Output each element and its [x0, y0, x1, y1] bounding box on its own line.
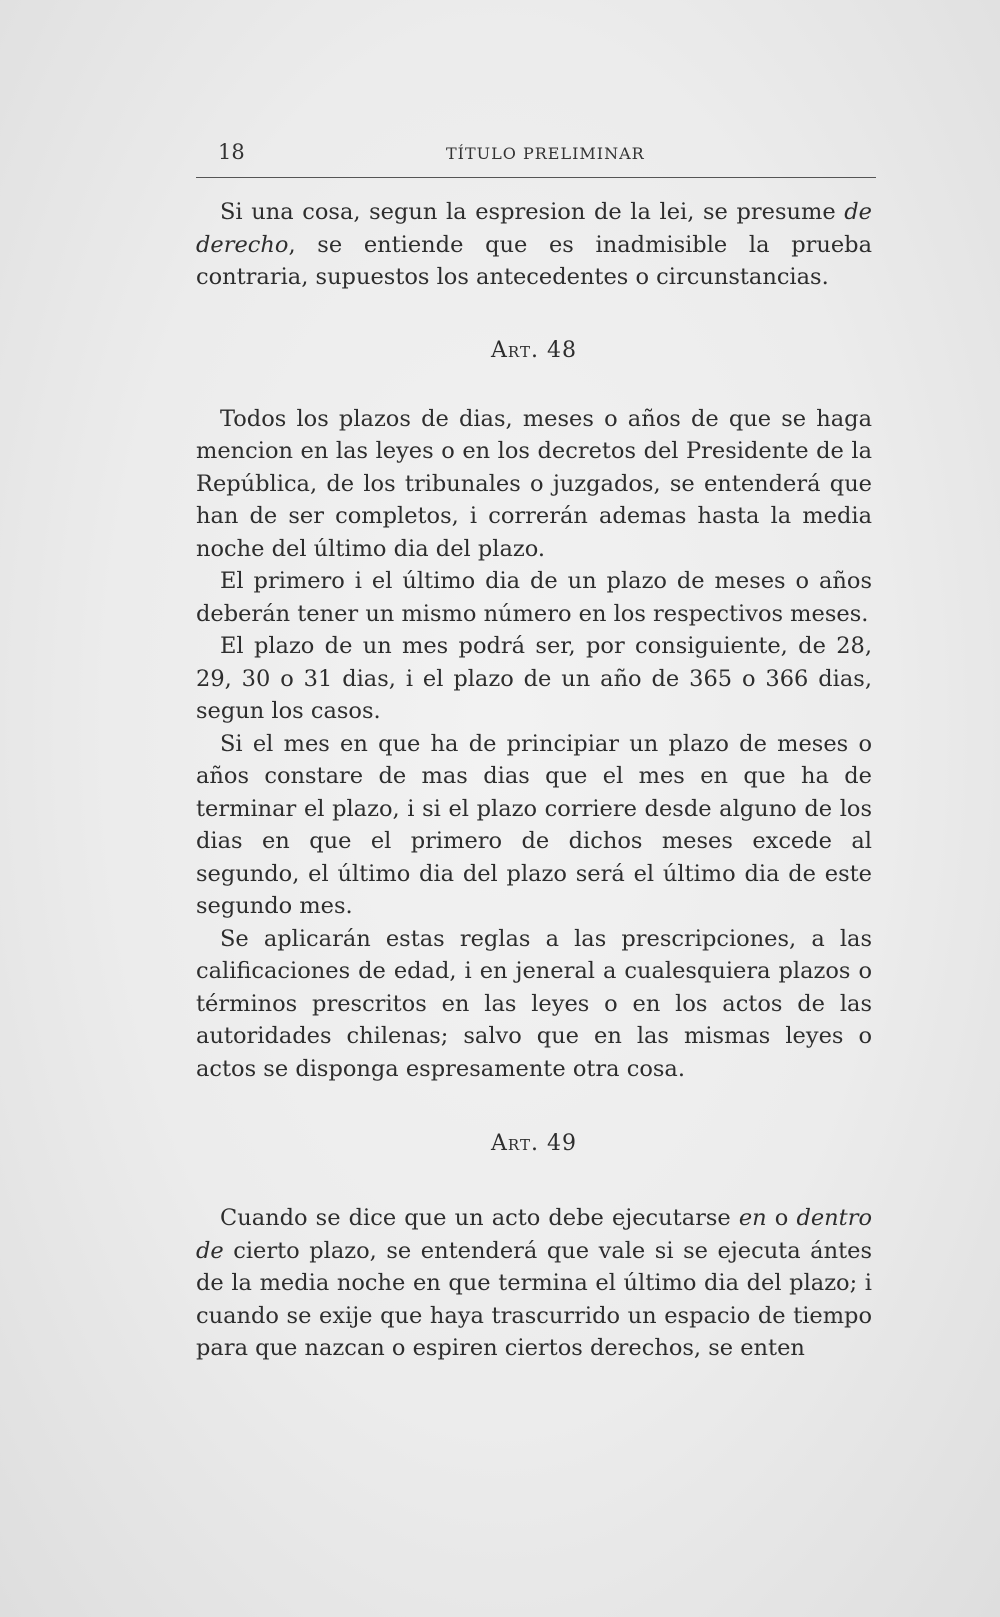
article-48-paragraph: Se aplicarán estas reglas a las prescripciones, a las calificaciones de edad, i en jeneral a cualesquiera plazos o términos prescritos en las leyes o en los actos de las autoridades chilenas; salvo que en las mismas leyes o actos se disponga espresamente otra cosa.: [196, 925, 872, 1082]
italic-term: dentro de: [196, 1205, 872, 1264]
italic-term: de derecho: [196, 199, 872, 258]
article-48-paragraph: Si el mes en que ha de principiar un plazo de meses o años constare de mas dias que el mes en que ha de terminar el plazo, i si el plazo corriere desde alguno de los dias en que el primero de dichos meses excede al segundo, el último dia del plazo será el último dia de este segundo mes.: [196, 730, 872, 919]
article-49-heading: Art. 49: [491, 1131, 577, 1156]
page-number: 18: [218, 140, 245, 164]
article-48-paragraph: Todos los plazos de dias, meses o años de que se haga mencion en las leyes o en los decretos del Presidente de la República, de los tribunales o juzgados, se entenderá que han de ser completos, i correrán ademas hasta la media noche del último dia del plazo.: [196, 405, 872, 562]
section-title: TÍTULO PRELIMINAR: [446, 144, 645, 163]
body-text: [196, 196, 872, 1365]
header-rule: [196, 177, 876, 178]
article-48-heading: Art. 48: [491, 337, 577, 363]
italic-term: en: [738, 1205, 767, 1231]
intro-paragraph: Si una cosa, segun la espresion de la lei, se presume de derecho, se entiende que es inadmisible la prueba contraria, supuestos los antecedentes o circunstancias.: [196, 199, 872, 290]
article-48-paragraph: El plazo de un mes podrá ser, por consiguiente, de 28, 29, 30 o 31 dias, i el plazo de un año de 365 o 366 dias, segun los casos.: [196, 633, 872, 724]
article-49-paragraph: Cuando se dice que un acto debe ejecutarse en o dentro de cierto plazo, se entenderá que vale si se ejecuta ántes de la media noche en que termina el último dia del plazo; i cuando se exije que haya trascurrido un espacio de tiempo para que nazcan o espiren ciertos derechos, se enten: [196, 1205, 872, 1361]
running-head: [196, 136, 876, 170]
article-48-paragraph: El primero i el último dia de un plazo de meses o años deberán tener un mismo número en los respectivos meses.: [196, 568, 872, 627]
